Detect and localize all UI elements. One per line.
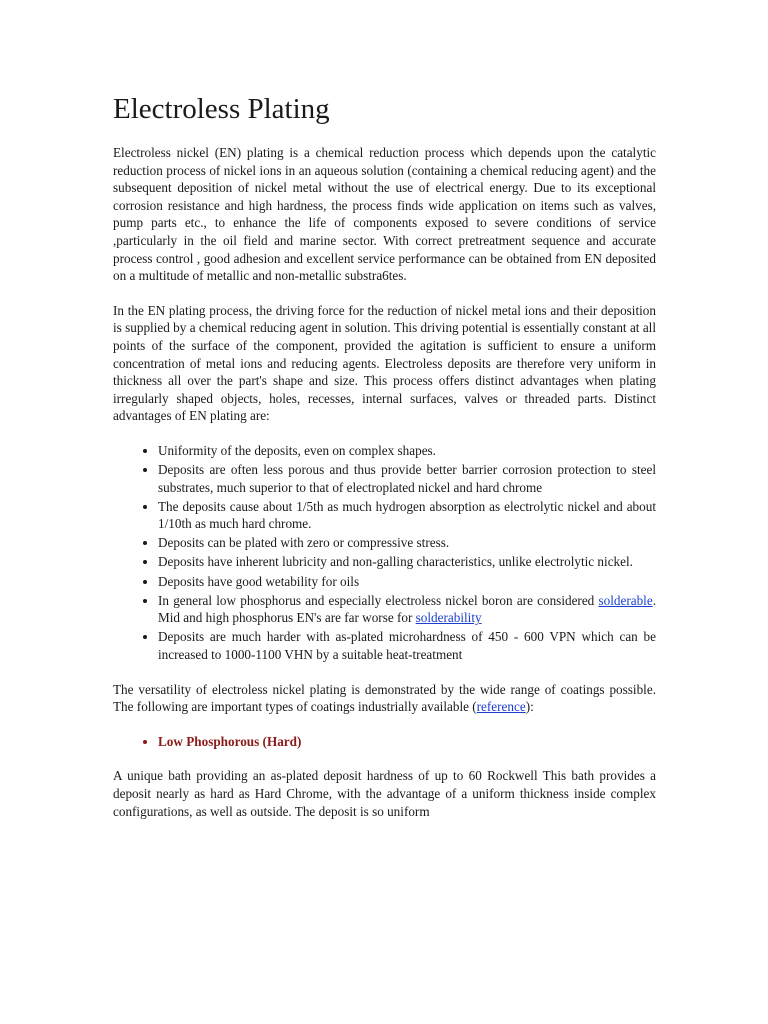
list-item: • Deposits are much harder with as-plated microhardness of 450 - 600 VPN which can be increased to 1000-1100 VHN by a suitable heat-treatment: [158, 628, 656, 663]
solderability-link[interactable]: solderability: [415, 610, 482, 626]
process-paragraph: In the EN plating process, the driving force for the reduction of nickel metal ions and their deposition is supplied by a chemical reducing agent in solution. This driving potential is essentially constant at all points of the surface of the component, provided the agitation is sufficient to ensure a uniform concentration of metal ions and reducing agents. Electroless deposits are therefore very uniform in thickness all over the part's shape and size. This process offers distinct advantages when plating irregularly shaped objects, holes, recesses, internal surfaces, valves or threaded parts. Distinct advantages of EN plating are:: [113, 302, 656, 424]
paragraph-text: ):: [525, 699, 534, 715]
list-item: [158, 592, 656, 627]
section-heading: • Low Phosphorous (Hard): [158, 733, 656, 751]
solderable-link[interactable]: solderable: [598, 592, 653, 608]
list-item: • Deposits are often less porous and thus provide better barrier corrosion protection to steel substrates, much superior to that of electroplated nickel and hard chrome: [158, 461, 656, 496]
list-item: • Uniformity of the deposits, even on complex shapes.: [158, 442, 656, 460]
list-item: • Deposits can be plated with zero or compressive stress.: [158, 534, 656, 552]
list-item: • Deposits have good wetability for oils: [158, 573, 656, 591]
intro-paragraph: Electroless nickel (EN) plating is a chemical reduction process which depends upon the catalytic reduction process of nickel ions in an aqueous solution (containing a chemical reducing agent) and the subsequent deposition of nickel metal without the use of electrical energy. Due to its exceptional corrosion resistance and high hardness, the process finds wide application on items such as valves, pump parts etc., to enhance the life of components exposed to severe conditions of service ,particularly in the oil field and marine sector. With correct pretreatment sequence and accurate process control , good adhesion and excellent service performance can be obtained from EN deposited on a multitude of metallic and non-metallic substra6tes.: [113, 145, 656, 284]
versatility-paragraph: [113, 681, 656, 716]
low-phosphorous-paragraph: A unique bath providing an as-plated deposit hardness of up to 60 Rockwell This bath provides a deposit nearly as hard as Hard Chrome, with the advantage of a uniform thickness inside complex configurations, as well as outside. The deposit is so uniform: [113, 768, 656, 819]
reference-link[interactable]: reference: [476, 699, 526, 715]
list-item-text: . Mid and high phosphorus EN's are far worse for: [158, 592, 656, 626]
paragraph-text: The versatility of electroless nickel plating is demonstrated by the wide range of coatings possible. The following are important types of coatings industrially available (: [113, 681, 656, 715]
list-item-text: In general low phosphorus and especially electroless nickel boron are considered: [158, 592, 599, 608]
section-heading-list: [113, 733, 656, 751]
advantages-list: [113, 442, 656, 664]
page-title: Electroless Plating: [113, 93, 330, 125]
list-item: • Deposits have inherent lubricity and non-galling characteristics, unlike electrolytic nickel.: [158, 553, 656, 571]
document-page: [113, 92, 656, 837]
list-item: • The deposits cause about 1/5th as much hydrogen absorption as electrolytic nickel and about 1/10th as much hard chrome.: [158, 498, 656, 533]
